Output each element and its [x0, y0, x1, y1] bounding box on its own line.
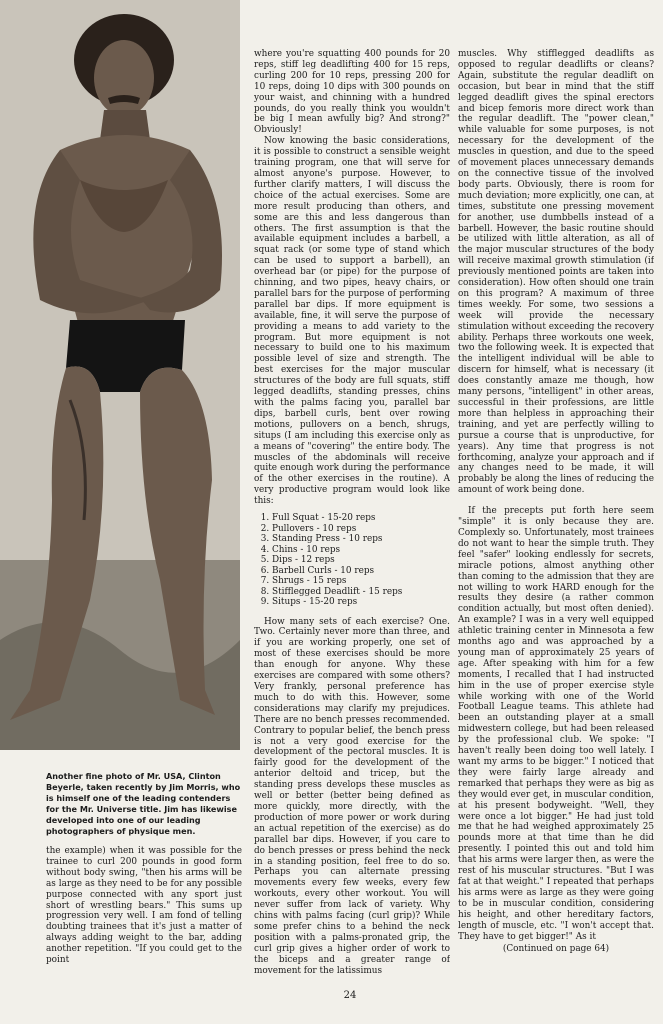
exercise-item: 9. Situps - 15-20 reps [272, 597, 450, 608]
exercise-item: 1. Full Squat - 15-20 reps [272, 513, 450, 524]
continued-note: (Continued on page 64) [502, 944, 610, 955]
paragraph: If the precepts put forth here seem "simple" it is only because they are. Complexly so. Unfortunately, most trainees do not want to hear the simple truth. They feel "safer" looking endlessly for secrets, miracle potions, almost anything other than coming to the admission that they are not willing to work HARD enough for the results they desire (a rather common condition actually, but most often denied). An example? I was in a very well equipped athletic training center in Minnesota a few months ago and was approached by a young man of approximately 25 years of age. After speaking with him for a few moments, I recalled that I had instructed him in the use of proper exercise style while working with one of the World Football League teams. This athlete had been an outstanding player at a small midwestern college, but had been released by the professional club. We spoke: "I haven't really been doing too well lately. I want my arms to be bigger." I noticed that they were fairly large already and remarked that perhaps they were as big as they would ever get, in muscular condition, at his present bodyweight. "Well, they were once a lot bigger." He had just told me that he had weighed approximately 25 pounds more at that time than he did presently. I pointed this out and told him that his arms were larger then, as were the rest of his muscular structures. "But I was fat at that weight." I repeated that perhaps his arms were as large as they were going to be in muscular condition, considering his height, and other hereditary factors, length of muscle, etc. "I won't accept that. They have to get bigger!" As it [458, 506, 654, 942]
exercise-item: 8. Stifflegged Deadlift - 15 reps [272, 587, 450, 598]
bodybuilder-photo [0, 0, 240, 750]
exercise-item: 2. Pullovers - 10 reps [272, 524, 450, 535]
exercise-item: 7. Shrugs - 15 reps [272, 576, 450, 587]
paragraph: the example) when it was possible for the trainee to curl 200 pounds in good form without body swing, "then his arms will be as large as they need to be for any possible purpose connected with any sport just short of wrestling bears." This sums up progression very well. I am fond of telling doubting trainees that it's just a matter of always adding weight to the bar, adding another repetition. "If you could get to the point [46, 846, 242, 966]
text-column-1 [46, 846, 242, 1021]
bodybuilder-illustration [0, 0, 240, 750]
exercise-list [254, 513, 450, 608]
text-column-3 [458, 49, 654, 1009]
page-number: 24 [343, 990, 357, 1001]
face [94, 40, 154, 116]
exercise-item: 6. Barbell Curls - 10 reps [272, 566, 450, 577]
exercise-item: 4. Chins - 10 reps [272, 545, 450, 556]
exercise-item: 3. Standing Press - 10 reps [272, 534, 450, 545]
paragraph: muscles. Why stifflegged deadlifts as opposed to regular deadlifts or cleans? Again, substitute the regular deadlift on occasion, but bear in mind that the stiff legged deadlift gives the spinal erectors and bicep femoris more direct work than the regular deadlift. The "power clean," while valuable for some purposes, is not necessary for the development of the muscles in question, and due to the speed of movement places unnecessary demands on the connective tissue of the involved body parts. Obviously, there is room for much deviation; more explicitly, one can, at times, substitute one pressing movement for another, use dumbbells instead of a barbell. However, the basic routine should be utilized with little alteration, as all of the major muscular structures of the body will receive maximal growth stimulation (if previously mentioned points are taken into consideration). How often should one train on this program? A maximum of three times weekly. For some, two sessions a week will provide the necessary stimulation without exceeding the recovery ability. Perhaps three workouts one week, two the following week. It is expected that the intelligent individual will be able to discern for himself, what is necessary (it does constantly amaze me though, how many persons, "intelligent" in other areas, successful in their professions, are little more than helpless in approaching their training, and yet are perfectly willing to pursue a course that is unproductive, for years). Any time that progress is not forthcoming, analyze your approach and if any changes need to be made, it will probably be along the lines of reducing the amount of work being done. [458, 49, 654, 496]
paragraph: How many sets of each exercise? One. Two. Certainly never more than three, and if you are working properly, one set of most of these exercises should be more than enough for anyone. Why these exercises are compared with some others? Very frankly, personal preference has much to do with this. However, some considerations may clarify my prejudices. There are no bench presses recommended. Contrary to popular belief, the bench press is not a very good exercise for the development of the pectoral muscles. It is fairly good for the development of the anterior deltoid and tricep, but the standing press develops these muscles as well or better (better being defined as more quickly, more directly, with the production of more power or work during an actual repetition of the exercise) as do parallel bar dips. However, if you care to do bench presses or press behind the neck in a standing position, feel free to do so. Perhaps you can alternate pressing movements every few weeks, every few workouts, every other workout. You will never suffer from lack of variety. Why chins with palms facing (curl grip)? While some prefer chins to a behind the neck position with a palms-pronated grip, the curl grip gives a higher order of work to the biceps and a greater range of movement for the latissimus [254, 616, 450, 976]
photo-caption: Another fine photo of Mr. USA, Clinton Beyerle, taken recently by Jim Morris, who is himself one of the leading contenders for the Mr. Universe title. Jim has likewise developed into one of our leading photographers of physique men. [46, 771, 241, 836]
text-column-2 [254, 49, 450, 995]
exercise-item: 5. Dips - 12 reps [272, 555, 450, 566]
paragraph: where you're squatting 400 pounds for 20 reps, stiff leg deadlifting 400 for 15 reps, curling 200 for 10 reps, pressing 200 for 10 reps, doing 10 dips with 300 pounds on your waist, and chinning with a hundred pounds, do you really think you wouldn't be big I mean awfully big? And strong?" Obviously! [254, 49, 450, 136]
paragraph: Now knowing the basic considerations, it is possible to construct a sensible weight training program, one that will serve for almost anyone's purpose. However, to further clarify matters, I will discuss the choice of the actual exercises. Some are more result producing than others, and some are this and less dangerous than others. The first assumption is that the available equipment includes a barbell, a squat rack (or some type of stand which can be used to support a barbell), an overhead bar (or pipe) for the purpose of chinning, and two pipes, heavy chairs, or parallel bars for the purpose of performing parallel bar dips. If more equipment is available, fine, it will serve the purpose of providing a means to add variety to the program. But more equipment is not necessary to build one to his maximum possible level of size and strength. The best exercises for the major muscular structures of the body are full squats, stiff legged deadlifts, standing presses, chins with the palms facing you, parallel bar dips, barbell curls, bent over rowing motions, pullovers on a bench, shrugs, situps (I am including this exercise only as a means of "covering" the entire body. The muscles of the abdominals will receive quite enough work during the performance of the other exercises in the routine). A very productive program would look like this: [254, 136, 450, 507]
